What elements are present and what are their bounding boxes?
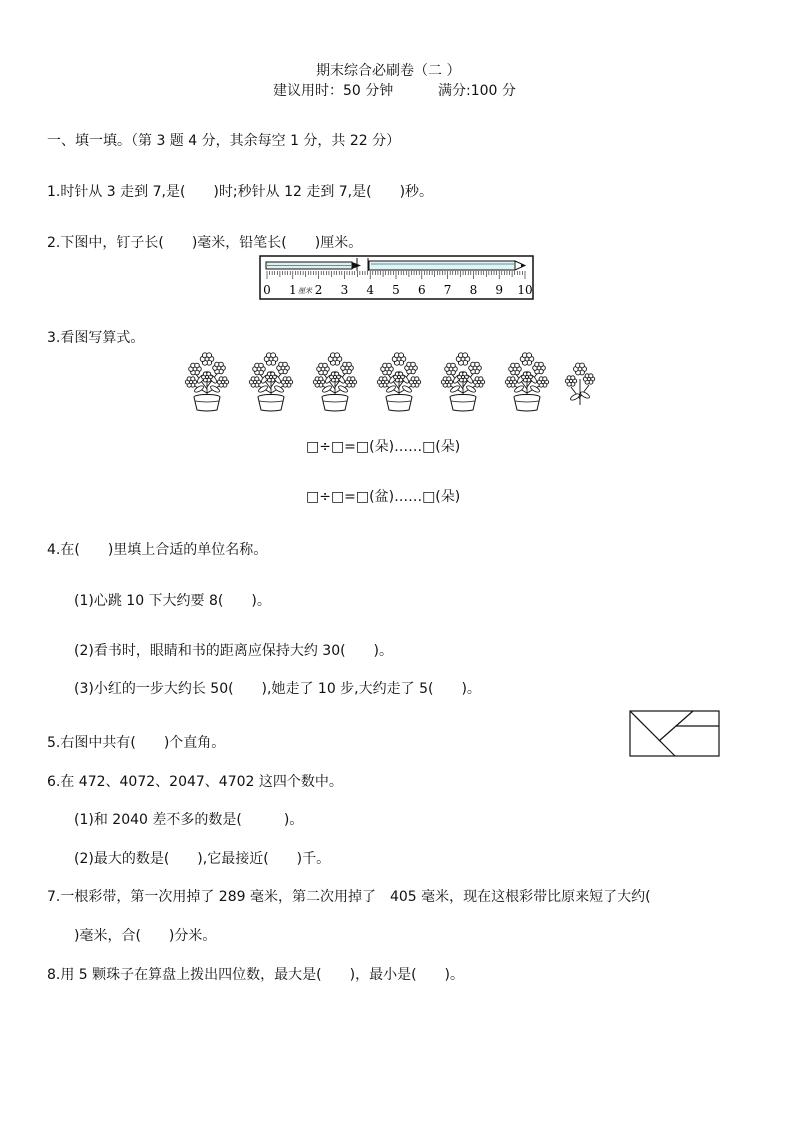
- suggested-time: 建议用时：50 分钟: [273, 83, 394, 99]
- section-heading: 一、填一填。（第 3 题 4 分，其余每空 1 分，共 22 分）: [47, 133, 401, 149]
- question-6: 6.在 472、4072、2047、4702 这四个数中。: [47, 774, 343, 790]
- ruler-unit-label: 厘米: [298, 287, 312, 295]
- question-3: 3.看图写算式。: [47, 330, 145, 346]
- flower-pot: [439, 349, 487, 413]
- ruler-number: 0: [263, 283, 271, 297]
- nail-shape: [266, 262, 361, 269]
- flower-pot: [247, 349, 295, 413]
- ruler-number: 9: [495, 283, 504, 297]
- question-4: 4.在( )里填上合适的单位名称。: [47, 542, 268, 558]
- q3-equation-2: □÷□=□(盆)……□(朵): [306, 489, 461, 505]
- question-6-1: (1)和 2040 差不多的数是( )。: [74, 812, 304, 828]
- ruler-figure: [259, 255, 535, 301]
- flower-pot: [183, 349, 231, 413]
- ruler-number: 10: [517, 283, 533, 297]
- page-title: 期末综合必刷卷（二 ）: [316, 63, 461, 79]
- pencil-shape: [369, 261, 525, 270]
- question-4-3: (3)小红的一步大约长 50( ),她走了 10 步,大约走了 5( )。: [74, 681, 481, 697]
- loose-flowers: [563, 359, 597, 409]
- question-4-1: (1)心跳 10 下大约要 8( )。: [74, 593, 271, 609]
- ruler-number: 3: [340, 283, 349, 297]
- ruler-number: 7: [443, 283, 452, 297]
- flower-pot: [375, 349, 423, 413]
- question-4-2: (2)看书时，眼睛和书的距离应保持大约 30( )。: [74, 643, 394, 659]
- ruler-number: 2: [314, 283, 323, 297]
- question-1: 1.时针从 3 走到 7,是( )时;秒针从 12 走到 7,是( )秒。: [47, 184, 434, 200]
- question-2: 2.下图中，钉子长( )毫米，铅笔长( )厘米。: [47, 235, 363, 251]
- flower-row: [183, 347, 623, 417]
- q3-equation-1: □÷□=□(朵)……□(朵): [306, 439, 461, 455]
- ruler-number: 5: [392, 283, 400, 297]
- flower-pot: [311, 349, 359, 413]
- question-8: 8.用 5 颗珠子在算盘上拨出四位数，最大是( )，最小是( )。: [47, 967, 465, 983]
- question-5: 5.右图中共有( )个直角。: [47, 735, 226, 751]
- right-angle-figure: [629, 710, 721, 758]
- ruler-number: 1: [288, 283, 297, 297]
- full-score: 满分:100 分: [438, 83, 516, 99]
- question-7-line-1: 7.一根彩带，第一次用掉了 289 毫米，第二次用掉了 405 毫米，现在这根彩带比原来短了大约(: [47, 889, 651, 905]
- question-6-2: (2)最大的数是( ),它最接近( )千。: [74, 851, 331, 867]
- flower-pot: [503, 349, 551, 413]
- ruler-number: 6: [417, 283, 426, 297]
- ruler-number: 8: [469, 283, 478, 297]
- question-7-line-2: )毫米，合( )分米。: [74, 928, 217, 944]
- ruler-number: 4: [366, 283, 375, 297]
